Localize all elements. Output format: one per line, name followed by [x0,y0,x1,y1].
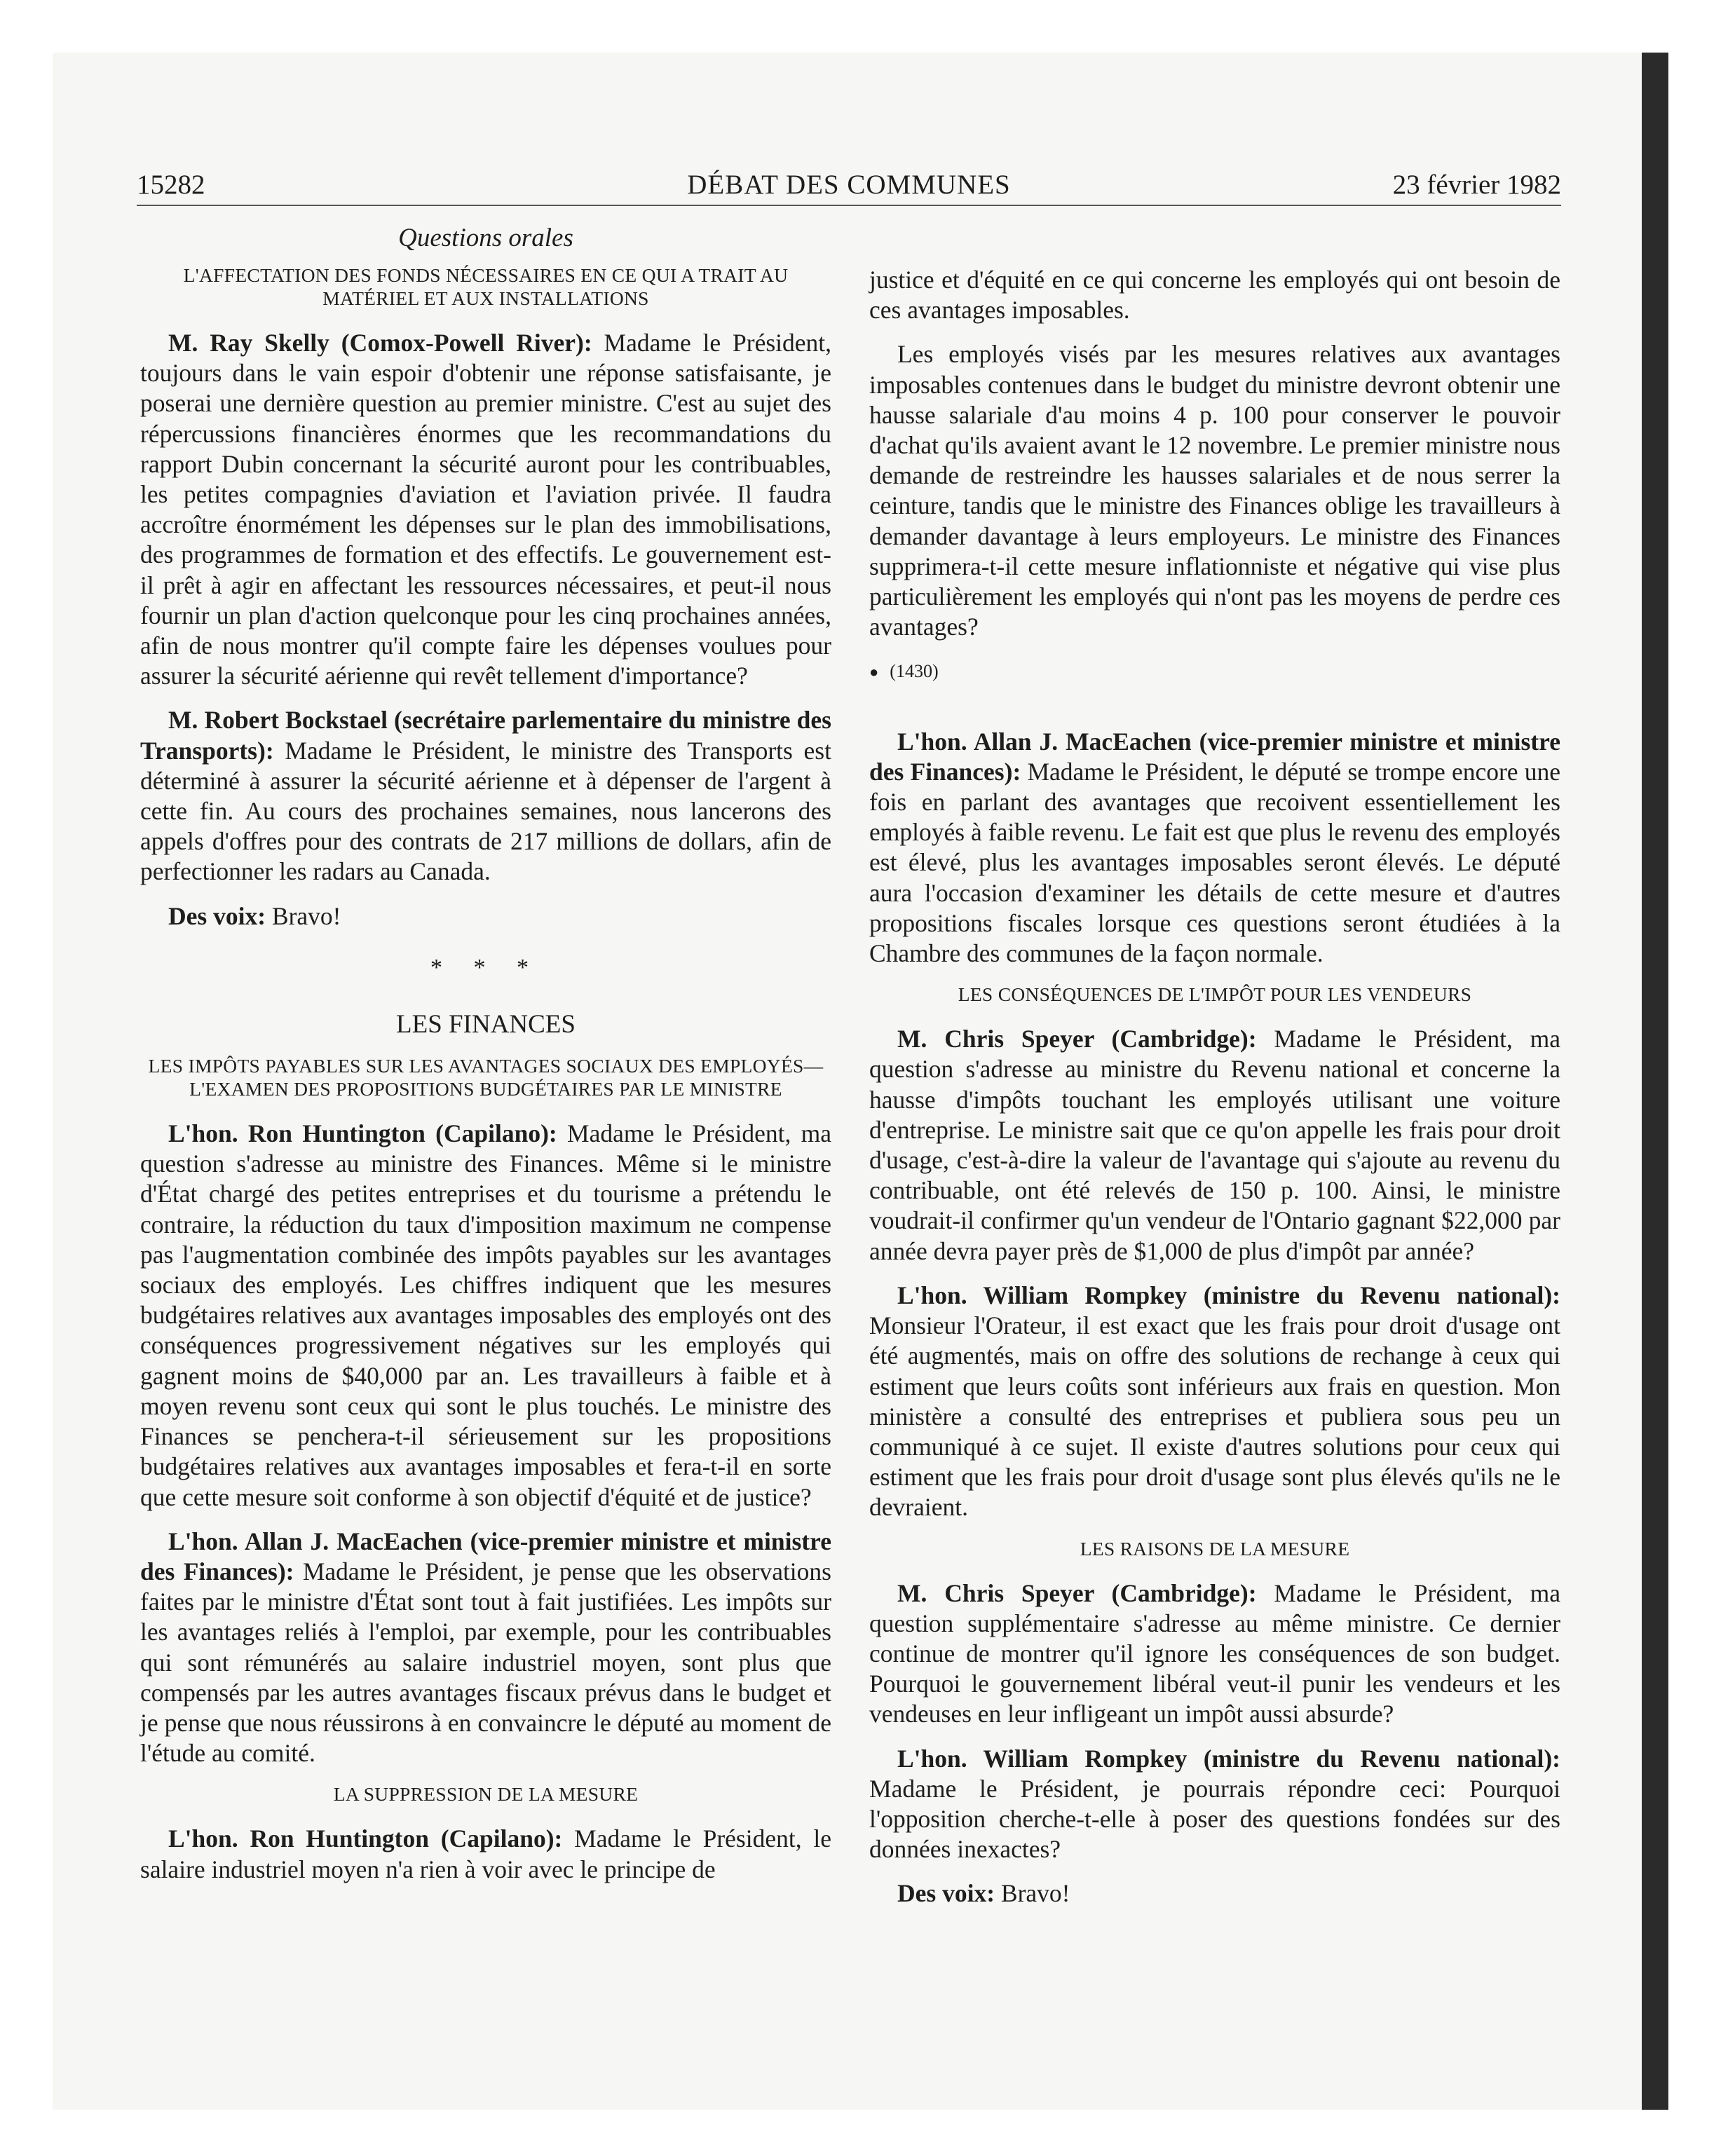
speaker: L'hon. William Rompkey (ministre du Revenu national): [897,1281,1560,1309]
speech: Madame le Président, le ministre des Transports est déterminé à assurer la sécurité aérienne et à dépenser de l'argent à cette fin. Au cours des prochaines semaines, nous lancerons des appels d'offres pour des contrats de 217 millions de dollars, afin de perfectionner les radars au Canada. [140,736,831,886]
time-marker [869,656,1560,687]
speaker: L'hon. Allan J. MacEachen (vice-premier ministre et ministre des Finances): [140,1527,831,1585]
speaker: Des voix: [897,1879,995,1908]
section-title: LES FINANCES [396,1010,576,1039]
subheading: LES CONSÉQUENCES DE L'IMPÔT POUR LES VENDEURS [958,983,1472,1006]
bullet-icon: ● [869,663,879,681]
subheading: LES IMPÔTS PAYABLES SUR LES AVANTAGES SOCIAUX DES EMPLOYÉS—L'EXAMEN DES PROPOSITIONS BUDGÉTAIRES PAR LE MINISTRE [148,1055,824,1100]
speech: Madame le Président, toujours dans le vain espoir d'obtenir une réponse satisfaisante, je poserai une dernière question au premier ministre. C'est au sujet des répercussions financières énormes que les recommandations du rapport Dubin concernant la sécurité auront pour les contribuables, les petites compagnies d'aviation et l'aviation privée. Il faudra accroître énormément les dépenses sur le plan des immobilisations, des programmes de formation et des effectifs. Le gouvernement est-il prêt à agir en affectant les ressources nécessaires, et peut-il nous fournir un plan d'action quelconque pour les cinq prochaines années, afin de nous montrer qu'il compte faire les dépenses voulues pour assurer la sécurité aérienne qui revêt tellement d'importance? [140,329,832,690]
speaker: L'hon. Ron Huntington (Capilano): [168,1824,563,1853]
speaker: M. Chris Speyer (Cambridge): [897,1025,1257,1053]
subheading: L'AFFECTATION DES FONDS NÉCESSAIRES EN CE QUI A TRAIT AU MATÉRIEL ET AUX INSTALLATIONS [183,264,789,309]
speaker: M. Robert Bockstael (secrétaire parlementaire du ministre des Transports): [140,706,831,765]
paragraph [869,727,1560,969]
speaker: L'hon. Ron Huntington (Capilano): [168,1119,557,1148]
speech: Madame le Président, ma question s'adresse au ministre des Finances. Même si le ministre d'État chargé des petites entreprises et du tourisme a prétendu le contraire, la réduction du taux d'imposition maximum ne compense pas l'augmentation combinée des impôts payables sur les avantages sociaux des employés. Les chiffres indiquent que les mesures budgétaires relatives aux avantages imposables des employés ont des conséquences progressivement négatives sur les employés qui gagnent moins de $40,000 par an. Les travailleurs à faible et à moyen revenu sont ceux qui sont le plus touchés. Le ministre des Finances se penchera-t-il sérieusement sur les propositions budgétaires relatives aux avantages imposables et fera-t-il en sorte que cette mesure soit conforme à son objectif d'équité et de justice? [140,1119,831,1511]
paragraph [140,328,831,691]
subheading: LA SUPPRESSION DE LA MESURE [333,1783,639,1806]
paragraph [869,1024,1560,1267]
header-rule [137,205,1561,206]
speaker: L'hon. William Rompkey (ministre du Revenu national): [897,1744,1560,1773]
speech: Madame le Président, je pense que les observations faites par le ministre d'État sont tout à fait justifiées. Les impôts sur les avantages reliés à l'emploi, par exemple, pour les contribuables qui sont rémunérés au salaire industriel moyen, sont plus que compensés par les autres avantages fiscaux prévus dans le budget et je pense que nous réussirons à en convaincre le député au moment de l'étude au comité. [140,1557,831,1768]
speech: Madame le Président, le salaire industriel moyen n'a rien à voir avec le principe de [140,1824,831,1883]
right-column [869,265,1560,1923]
speech: Bravo! [266,901,341,930]
paragraph [869,1578,1560,1730]
time-stamp: (1430) [890,661,939,682]
speaker: M. Chris Speyer (Cambridge): [897,1578,1257,1607]
speech: Madame le Président, ma question supplémentaire s'adresse au même ministre. Ce dernier continue de montrer qu'il ignore les conséquences de son budget. Pourquoi le gouvernement libéral veut-il punir les vendeurs et les vendeuses en leur infligeant un impôt aussi absurde? [869,1578,1560,1728]
speech: Madame le Président, je pourrais répondre ceci: Pourquoi l'opposition cherche-t-elle à poser des questions fondées sur des données inexactes? [869,1774,1560,1864]
scan-edge [1642,53,1668,2110]
paragraph [140,1119,831,1513]
subheading: LES RAISONS DE LA MESURE [1080,1537,1350,1560]
paragraph [140,901,831,932]
paragraph [140,1527,831,1769]
paragraph [869,1281,1560,1523]
page-number: 15282 [137,170,205,200]
paragraph [869,1878,1560,1909]
paragraph: Les employés visés par les mesures relatives aux avantages imposables contenues dans le budget du ministre devront obtenir une hausse salariale d'au moins 4 p. 100 pour conserver le pouvoir d'achat qu'ils avaient avant le 12 novembre. Le premier ministre nous demande de restreindre les hausses salariales et de nous serrer la ceinture, tandis que le ministre des Finances oblige les travailleurs à demander davantage à leurs employeurs. Le ministre des Finances supprimera-t-il cette mesure inflationniste et négative qui vise plus particulièrement les employés qui n'ont pas les moyens de perdre ces avantages? [869,340,1560,641]
paragraph [140,705,831,887]
speech: Madame le Président, le député se trompe encore une fois en parlant des avantages que recoivent essentiellement les employés à faible revenu. Le fait est que plus le revenu des employés est élevé, plus les avantages imposables seront élevés. Le député aura l'occasion d'examiner les détails de cette mesure et d'autres propositions fiscales lorsque ces questions seront étudiées à la Chambre des communes de la façon normale. [869,757,1560,968]
separator-stars: * * * [430,954,541,981]
speech: Monsieur l'Orateur, il est exact que les frais pour droit d'usage ont été augmentés, mais on offre des solutions de rechange à ceux qui estiment que leurs coûts sont inférieurs aux frais en question. Mon ministère a consulté des entreprises et publiera sous peu un communiqué à ce sujet. Il existe d'autres solutions pour ceux qui estiment que les frais pour droit d'usage sont plus élevés qu'ils ne le devraient. [869,1311,1560,1522]
speech: Madame le Président, ma question s'adresse au ministre du Revenu national et concerne la hausse d'impôts touchant les employés utilisant une voiture d'entreprise. Le ministre sait que ce qu'on appelle les frais pour droit d'usage, c'est-à-dire la valeur de l'avantage qui s'ajoute au revenu du contribuable, ont été relevés de 150 p. 100. Ainsi, le ministre voudrait-il confirmer qu'un vendeur de l'Ontario gagnant $22,000 par année devra payer près de $1,000 de plus d'impôt par année? [869,1025,1560,1265]
left-column [140,223,831,1899]
paragraph: justice et d'équité en ce qui concerne les employés qui ont besoin de ces avantages imposables. [869,266,1560,325]
paragraph [140,1824,831,1884]
publication-date: 23 février 1982 [1392,170,1561,200]
publication-title: DÉBAT DES COMMUNES [687,170,1011,200]
speaker: L'hon. Allan J. MacEachen (vice-premier ministre et ministre des Finances): [869,727,1560,786]
paragraph [869,1744,1560,1865]
page-header [137,168,1561,203]
speaker: Des voix: [168,901,266,930]
speaker: M. Ray Skelly (Comox-Powell River): [168,329,592,357]
section-heading: Questions orales [398,224,573,252]
speech: Bravo! [995,1879,1070,1908]
